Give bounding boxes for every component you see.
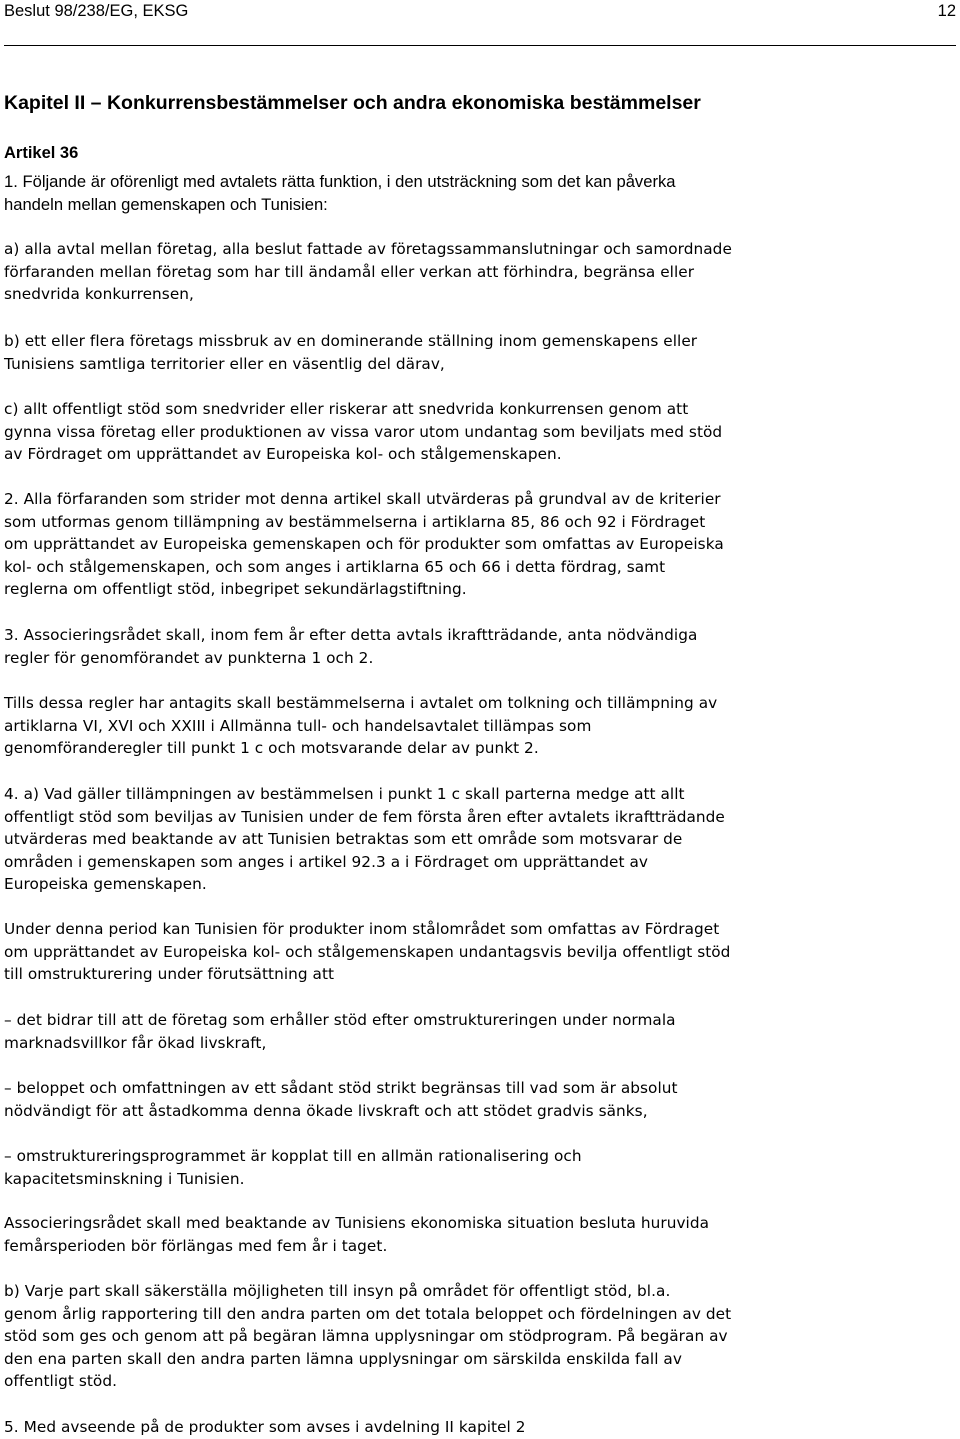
- page-number: 12: [937, 2, 956, 20]
- paragraph-3-interim: Tills dessa regler har antagits skall bestämmelserna i avtalet om tolkning och tillämpning av artiklarna VI, XVI och XXIII i Allmänna tull- och handelsavtalet tillämpas som genomföranderegler till punkt 1 c och motsvarande delar av punkt 2.: [4, 694, 718, 758]
- paragraph-1: 1. Följande är oförenligt med avtalets rätta funktion, i den utsträckning som det kan påverka handeln mellan gemenskapen och Tunisien:: [4, 172, 676, 214]
- header-divider: [4, 45, 956, 46]
- condition-viability: – det bidrar till att de företag som erhåller stöd efter omstruktureringen under normala marknadsvillkor får ökad livskraft,: [4, 1011, 676, 1052]
- paragraph-2: 2. Alla förfaranden som strider mot denna artikel skall utvärderas på grundval av de kriterier som utformas genom tillämpning av bestämmelserna i artiklarna 85, 86 och 92 i Fördraget om upprättandet av Europeiska gemenskapen och för produkter som omfattas av Europeiska kol- och stålgemenskapen, och som anges i artiklarna 65 och 66 i detta fördrag, samt reglerna om offentligt stöd, inbegripet sekundärlagstiftning.: [4, 490, 724, 599]
- condition-limitation: – beloppet och omfattningen av ett sådant stöd strikt begränsas till vad som är absolut nödvändigt för att åstadkomma denna ökade livskraft och att stödet gradvis sänks,: [4, 1079, 678, 1120]
- paragraph-4a-extension: Associeringsrådet skall med beaktande av Tunisiens ekonomiska situation besluta huruvida femårsperioden bör förlängas med fem år i taget.: [4, 1214, 710, 1255]
- article-title: Artikel 36: [4, 144, 79, 162]
- document-reference: Beslut 98/238/EG, EKSG: [4, 2, 189, 20]
- paragraph-1a: a) alla avtal mellan företag, alla beslut fattade av företagssammanslutningar och samordnade förfaranden mellan företag som har till ändamål eller verkan att förhindra, begränsa eller snedvrida konkurrensen,: [4, 240, 732, 304]
- paragraph-4a-steel: Under denna period kan Tunisien för produkter inom stålområdet som omfattas av Fördraget om upprättandet av Europeiska kol- och stålgemenskapen undantagsvis bevilja offentligt stöd till omstrukturering under förutsättning att: [4, 920, 731, 984]
- paragraph-3: 3. Associeringsrådet skall, inom fem år efter detta avtals ikraftträdande, anta nödvändiga regler för genomförandet av punkterna 1 och 2.: [4, 626, 698, 667]
- paragraph-1c: c) allt offentligt stöd som snedvrider eller riskerar att snedvrida konkurrensen genom att gynna vissa företag eller produktionen av vissa varor utom undantag som beviljats med stöd av Fördraget om upprättandet av Europeiska kol- och stålgemenskapen.: [4, 400, 723, 464]
- paragraph-4a: 4. a) Vad gäller tillämpningen av bestämmelsen i punkt 1 c skall parterna medge att allt offentligt stöd som beviljas av Tunisien under de fem första åren efter avtalets ikraftträdande utvärderas med beaktande av att Tunisien betraktas som ett område som motsvarar de områden i gemenskapen som anges i artikel 92.3 a i Fördraget om upprättandet av Europeiska gemenskapen.: [4, 785, 725, 894]
- page-header: [4, 0, 956, 24]
- paragraph-4b: b) Varje part skall säkerställa möjligheten till insyn på området för offentligt stöd, bl.a. genom årlig rapportering till den andra parten om det totala beloppet och fördelningen av det stöd som ges och genom att på begäran lämna upplysningar om stödprogram. På begäran av den ena parten skall den andra parten lämna upplysningar om särskilda enskilda fall av offentligt stöd.: [4, 1282, 732, 1391]
- paragraph-1b: b) ett eller flera företags missbruk av en dominerande ställning inom gemenskapens eller Tunisiens samtliga territorier eller en väsentlig del därav,: [4, 332, 698, 373]
- condition-rationalisation: – omstruktureringsprogrammet är kopplat till en allmän rationalisering och kapacitetsminskning i Tunisien.: [4, 1147, 582, 1188]
- chapter-title: Kapitel II – Konkurrensbestämmelser och andra ekonomiska bestämmelser: [4, 92, 701, 114]
- paragraph-5: 5. Med avseende på de produkter som avses i avdelning II kapitel 2: [4, 1418, 526, 1436]
